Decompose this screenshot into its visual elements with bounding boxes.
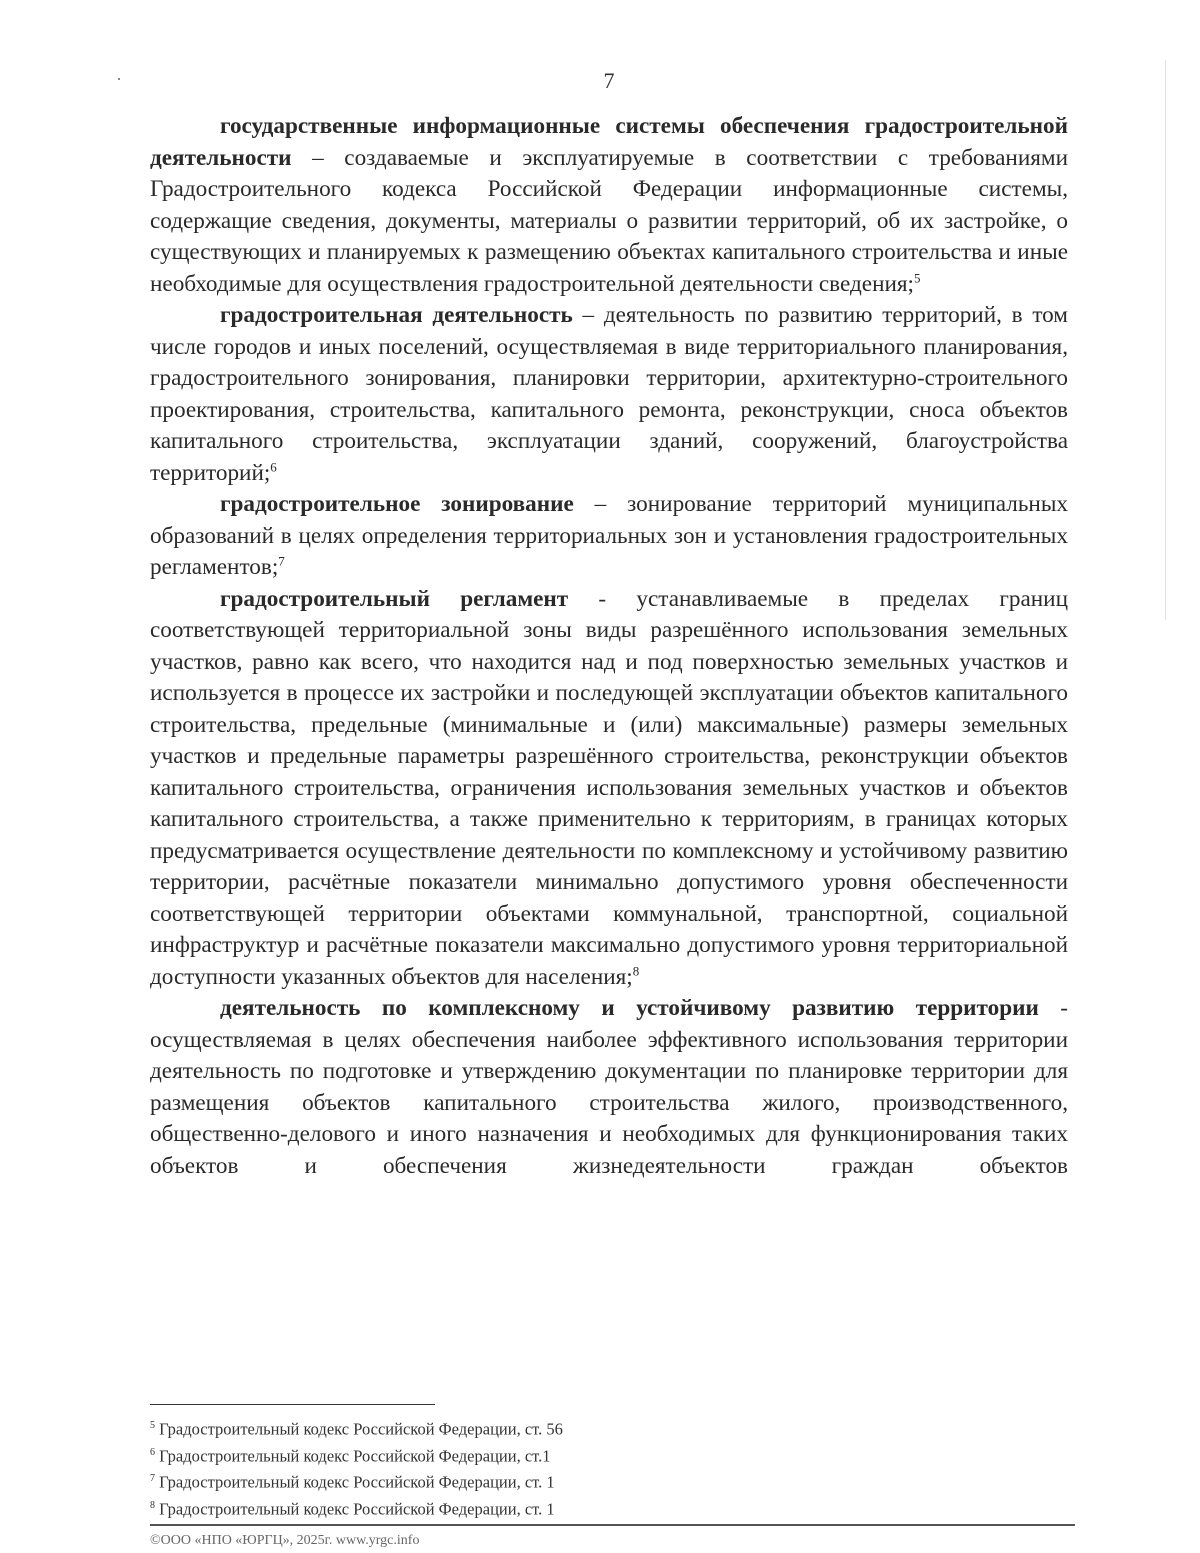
- footnote-reference[interactable]: 8: [632, 962, 640, 978]
- definition-paragraph: [150, 300, 1068, 489]
- footnote-text: Градостроительный кодекс Российской Федерации, ст. 1: [159, 1499, 555, 1518]
- definition-paragraph: [150, 489, 1068, 584]
- document-body: [150, 111, 1068, 1182]
- definition-paragraph: [150, 111, 1068, 300]
- footnote-reference[interactable]: 7: [278, 553, 285, 569]
- definition-paragraph: [150, 584, 1068, 994]
- defined-term: государственные информационные системы обеспечения градостроительной деятельности: [150, 113, 1068, 171]
- definition-text: – деятельность по развитию территорий, в том числе городов и иных поселений, осуществляемая в виде территориального планирования, градостроительного зонирования, планировки территории, архитектурно-строительного проектирования, строительства, капитального ремонта, реконструкции, сноса объектов капитального строительства, эксплуатации зданий, сооружений, благоустройства территорий;: [150, 302, 1068, 486]
- definition-text: - устанавливаемые в пределах границ соответствующей территориальной зоны виды разрешённого использования земельных участков, равно как всего, что находится над и под поверхностью земельных участков и используется в процессе их застройки и последующей эксплуатации объектов капитального строительства, предельные (минимальные и (или) максимальные) размеры земельных участков и предельные параметры разрешённого строительства, реконструкции объектов капитального строительства, ограничения использования земельных участков и объектов капитального строительства, а также применительно к территориям, в границах которых предусматривается осуществление деятельности по комплексному и устойчивому развитию территории, расчётные показатели минимально допустимого уровня обеспеченности соответствующей территории объектами коммунальной, транспортной, социальной инфраструктур и расчётные показатели максимально допустимого уровня территориальной доступности указанных объектов для населения;: [150, 585, 1068, 990]
- defined-term: градостроительный регламент: [220, 585, 569, 612]
- footnote-separator: [150, 1404, 435, 1405]
- footnote-number: 6: [150, 1446, 155, 1458]
- definition-text: – зонирование территорий муниципальных образований в целях определения территориальных зон и установления градостроительных регламентов;: [150, 491, 1068, 580]
- footnote-item: [150, 1467, 850, 1494]
- footnote-item: [150, 1494, 850, 1521]
- footnote-reference[interactable]: 6: [270, 458, 277, 474]
- footnote-item: [150, 1414, 850, 1441]
- defined-term: деятельность по комплексному и устойчивому развитию территории: [220, 995, 1039, 1021]
- footnote-item: [150, 1441, 850, 1468]
- definition-text: - осуществляемая в целях обеспечения наиболее эффективного использования территории деятельность по подготовке и утверждению документации по планировке территории для размещения объектов капитального строительства жилого, производственного, общественно-делового и иного назначения и необходимых для функционирования таких объектов и обеспечения жизнедеятельности граждан объектов: [150, 995, 1068, 1179]
- definition-text: – создаваемые и эксплуатируемые в соответствии с требованиями Градостроительного кодекса Российской Федерации информационные системы, содержащие сведения, документы, материалы о развитии территорий, об их застройке, о существующих и планируемых к размещению объектах капитального строительства и иные необходимые для осуществления градостроительной деятельности сведения;: [150, 144, 1068, 297]
- footnote-number: 8: [150, 1499, 155, 1511]
- scan-edge-line: [1165, 60, 1166, 620]
- footer-copyright: ©ООО «НПО «ЮРГЦ», 2025г. www.yrgc.info: [150, 1533, 420, 1548]
- footnote-text: Градостроительный кодекс Российской Федерации, ст. 56: [159, 1419, 563, 1439]
- page-number: 7: [603, 68, 615, 93]
- footnote-number: 7: [150, 1473, 155, 1484]
- footnote-number: 5: [150, 1420, 155, 1431]
- footnote-text: Градостроительный кодекс Российской Федерации, ст.1: [159, 1446, 551, 1465]
- defined-term: градостроительное зонирование: [220, 491, 574, 517]
- footer-separator: [150, 1524, 1075, 1526]
- footnotes: [150, 1414, 850, 1520]
- definition-paragraph: [150, 993, 1068, 1182]
- defined-term: градостроительная деятельность: [220, 302, 573, 328]
- footnote-reference[interactable]: 5: [914, 269, 921, 285]
- footnote-text: Градостроительный кодекс Российской Федерации, ст. 1: [159, 1472, 555, 1492]
